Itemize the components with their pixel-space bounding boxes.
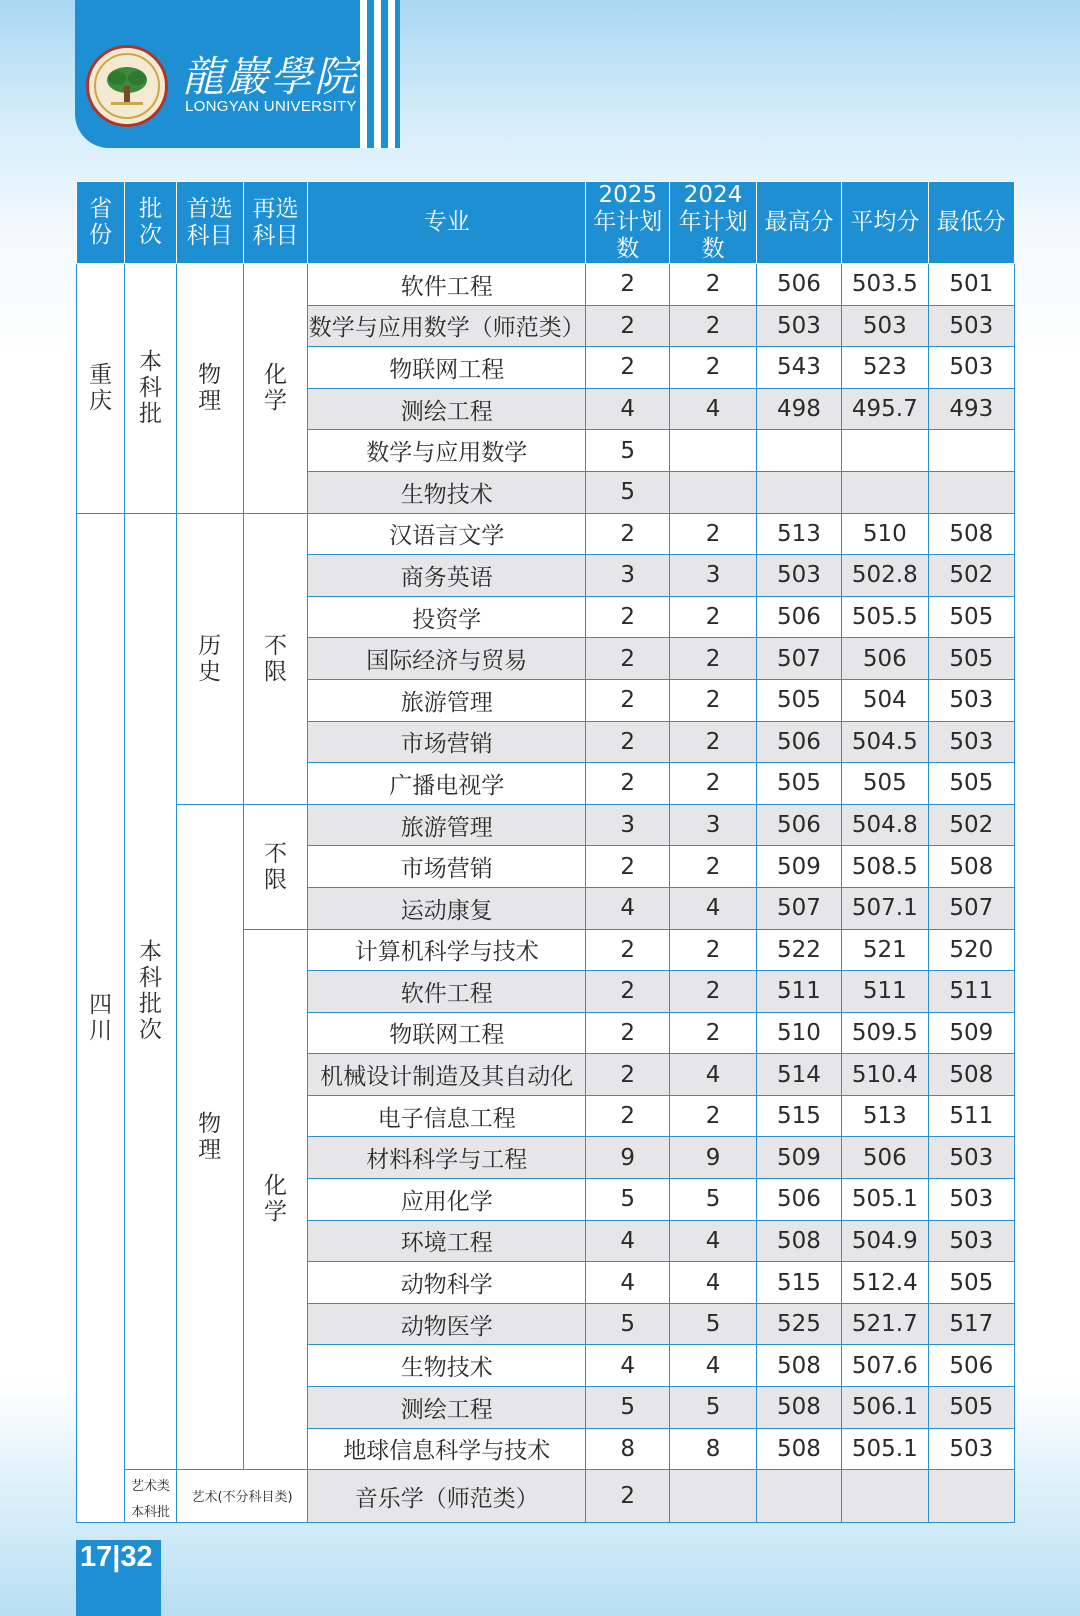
col-plan-2024: 2024年计划数 [670, 182, 756, 264]
plan-2024-cell: 4 [670, 388, 756, 430]
plan-2025-cell: 2 [586, 513, 670, 555]
plan-2025-cell: 5 [586, 430, 670, 472]
plan-2025-cell: 2 [586, 929, 670, 971]
min-score-cell [928, 471, 1014, 513]
group-cell-batch-cq: 本科批 [125, 264, 176, 514]
plan-2024-cell: 2 [670, 929, 756, 971]
min-score-cell: 508 [928, 513, 1014, 555]
major-cell: 环境工程 [308, 1220, 586, 1262]
plan-2024-cell: 4 [670, 1054, 756, 1096]
major-cell: 汉语言文学 [308, 513, 586, 555]
min-score-cell: 505 [928, 1387, 1014, 1429]
major-cell: 地球信息科学与技术 [308, 1428, 586, 1470]
plan-2024-cell: 2 [670, 846, 756, 888]
min-score-cell: 505 [928, 638, 1014, 680]
min-score-cell: 508 [928, 1054, 1014, 1096]
min-score-cell: 505 [928, 1262, 1014, 1304]
max-score-cell: 498 [756, 388, 841, 430]
plan-2025-cell: 2 [586, 679, 670, 721]
max-score-cell: 514 [756, 1054, 841, 1096]
major-cell: 投资学 [308, 596, 586, 638]
plan-2024-cell: 2 [670, 721, 756, 763]
plan-2025-cell: 5 [586, 471, 670, 513]
page-number: 17|32 [80, 1541, 153, 1573]
major-cell: 材料科学与工程 [308, 1137, 586, 1179]
max-score-cell: 515 [756, 1262, 841, 1304]
max-score-cell: 503 [756, 555, 841, 597]
table-header-row [77, 182, 1015, 264]
max-score-cell: 508 [756, 1428, 841, 1470]
avg-score-cell: 504.9 [842, 1220, 928, 1262]
min-score-cell: 511 [928, 1095, 1014, 1137]
table-row [77, 513, 1015, 555]
max-score-cell: 505 [756, 679, 841, 721]
major-cell: 运动康复 [308, 887, 586, 929]
plan-2024-cell: 2 [670, 347, 756, 389]
major-cell: 动物医学 [308, 1303, 586, 1345]
max-score-cell: 515 [756, 1095, 841, 1137]
min-score-cell: 502 [928, 804, 1014, 846]
plan-2024-cell: 9 [670, 1137, 756, 1179]
col-province: 省份 [77, 182, 125, 264]
major-cell: 测绘工程 [308, 1387, 586, 1429]
plan-2024-cell: 2 [670, 305, 756, 347]
avg-score-cell: 495.7 [842, 388, 928, 430]
avg-score-cell: 505.5 [842, 596, 928, 638]
plan-2025-cell: 4 [586, 1345, 670, 1387]
group-cell-batch-art: 艺术类本科批 [125, 1470, 176, 1523]
plan-2025-cell: 2 [586, 638, 670, 680]
max-score-cell: 506 [756, 804, 841, 846]
major-cell: 生物技术 [308, 471, 586, 513]
min-score-cell: 506 [928, 1345, 1014, 1387]
table-body [77, 264, 1015, 1523]
min-score-cell: 503 [928, 1179, 1014, 1221]
avg-score-cell: 510 [842, 513, 928, 555]
col-second-subject: 再选科目 [243, 182, 308, 264]
min-score-cell: 503 [928, 679, 1014, 721]
group-cell-first-sc-hist: 历史 [176, 513, 243, 804]
major-cell: 计算机科学与技术 [308, 929, 586, 971]
university-name: 龍巖學院 [182, 52, 359, 101]
max-score-cell: 506 [756, 1179, 841, 1221]
group-cell-second-sc-hist: 不限 [243, 513, 308, 804]
col-max-score: 最高分 [756, 182, 841, 264]
group-cell-first-sc-phys: 物理 [176, 804, 243, 1470]
max-score-cell: 513 [756, 513, 841, 555]
avg-score-cell: 503 [842, 305, 928, 347]
avg-score-cell: 506 [842, 638, 928, 680]
col-first-subject: 首选科目 [176, 182, 243, 264]
min-score-cell [928, 430, 1014, 472]
university-logo-icon [86, 45, 168, 127]
col-min-score: 最低分 [928, 182, 1014, 264]
min-score-cell: 503 [928, 305, 1014, 347]
table-row [77, 1470, 1015, 1523]
major-cell: 数学与应用数学 [308, 430, 586, 472]
avg-score-cell: 508.5 [842, 846, 928, 888]
max-score-cell: 543 [756, 347, 841, 389]
avg-score-cell: 513 [842, 1095, 928, 1137]
min-score-cell: 503 [928, 721, 1014, 763]
max-score-cell: 509 [756, 1137, 841, 1179]
plan-2025-cell: 2 [586, 1095, 670, 1137]
plan-2024-cell: 2 [670, 264, 756, 306]
plan-2024-cell: 3 [670, 804, 756, 846]
plan-2024-cell: 4 [670, 1220, 756, 1262]
plan-2025-cell: 9 [586, 1137, 670, 1179]
group-cell-batch-sc: 本科批次 [125, 513, 176, 1470]
max-score-cell: 525 [756, 1303, 841, 1345]
plan-2024-cell: 5 [670, 1303, 756, 1345]
major-cell: 旅游管理 [308, 679, 586, 721]
avg-score-cell: 510.4 [842, 1054, 928, 1096]
avg-score-cell: 512.4 [842, 1262, 928, 1304]
plan-2024-cell: 2 [670, 596, 756, 638]
min-score-cell: 503 [928, 347, 1014, 389]
avg-score-cell: 505.1 [842, 1179, 928, 1221]
major-cell: 动物科学 [308, 1262, 586, 1304]
min-score-cell: 502 [928, 555, 1014, 597]
major-cell: 市场营销 [308, 846, 586, 888]
plan-2024-cell: 8 [670, 1428, 756, 1470]
major-cell: 商务英语 [308, 555, 586, 597]
max-score-cell [756, 1470, 841, 1523]
major-cell: 物联网工程 [308, 1012, 586, 1054]
major-cell: 软件工程 [308, 264, 586, 306]
min-score-cell: 511 [928, 971, 1014, 1013]
plan-2024-cell: 5 [670, 1387, 756, 1429]
avg-score-cell: 521 [842, 929, 928, 971]
min-score-cell: 501 [928, 264, 1014, 306]
table-row [77, 804, 1015, 846]
avg-score-cell: 505.1 [842, 1428, 928, 1470]
plan-2025-cell: 2 [586, 763, 670, 805]
plan-2024-cell: 4 [670, 1262, 756, 1304]
max-score-cell: 507 [756, 638, 841, 680]
max-score-cell: 508 [756, 1345, 841, 1387]
major-cell: 广播电视学 [308, 763, 586, 805]
avg-score-cell: 523 [842, 347, 928, 389]
max-score-cell: 522 [756, 929, 841, 971]
avg-score-cell: 506 [842, 1137, 928, 1179]
avg-score-cell: 504.5 [842, 721, 928, 763]
plan-2025-cell: 8 [586, 1428, 670, 1470]
plan-2025-cell: 3 [586, 555, 670, 597]
major-cell: 国际经济与贸易 [308, 638, 586, 680]
max-score-cell: 505 [756, 763, 841, 805]
group-cell-first-cq: 物理 [176, 264, 243, 514]
plan-2024-cell: 2 [670, 971, 756, 1013]
max-score-cell: 506 [756, 596, 841, 638]
admission-table [76, 181, 1015, 1523]
plan-2024-cell: 2 [670, 1095, 756, 1137]
min-score-cell: 503 [928, 1428, 1014, 1470]
plan-2025-cell: 4 [586, 887, 670, 929]
plan-2025-cell: 2 [586, 846, 670, 888]
min-score-cell: 493 [928, 388, 1014, 430]
min-score-cell: 505 [928, 596, 1014, 638]
plan-2024-cell: 2 [670, 638, 756, 680]
plan-2024-cell: 2 [670, 513, 756, 555]
plan-2025-cell: 5 [586, 1303, 670, 1345]
avg-score-cell: 506.1 [842, 1387, 928, 1429]
max-score-cell [756, 471, 841, 513]
avg-score-cell: 521.7 [842, 1303, 928, 1345]
plan-2025-cell: 5 [586, 1387, 670, 1429]
group-cell-province-sc: 四川 [77, 513, 125, 1523]
min-score-cell: 505 [928, 763, 1014, 805]
min-score-cell: 507 [928, 887, 1014, 929]
avg-score-cell: 504.8 [842, 804, 928, 846]
major-cell: 电子信息工程 [308, 1095, 586, 1137]
avg-score-cell: 507.6 [842, 1345, 928, 1387]
col-major: 专业 [308, 182, 586, 264]
major-cell: 数学与应用数学（师范类） [308, 305, 586, 347]
avg-score-cell: 505 [842, 763, 928, 805]
avg-score-cell: 511 [842, 971, 928, 1013]
avg-score-cell [842, 1470, 928, 1523]
avg-score-cell: 504 [842, 679, 928, 721]
avg-score-cell: 509.5 [842, 1012, 928, 1054]
avg-score-cell [842, 430, 928, 472]
major-cell: 旅游管理 [308, 804, 586, 846]
avg-score-cell: 503.5 [842, 264, 928, 306]
major-cell: 音乐学（师范类） [308, 1470, 586, 1523]
major-cell: 测绘工程 [308, 388, 586, 430]
plan-2024-cell: 3 [670, 555, 756, 597]
min-score-cell: 517 [928, 1303, 1014, 1345]
max-score-cell: 509 [756, 846, 841, 888]
major-cell: 机械设计制造及其自动化 [308, 1054, 586, 1096]
avg-score-cell [842, 471, 928, 513]
plan-2025-cell: 2 [586, 596, 670, 638]
min-score-cell: 508 [928, 846, 1014, 888]
group-cell-second-cq: 化学 [243, 264, 308, 514]
plan-2025-cell: 5 [586, 1179, 670, 1221]
max-score-cell: 506 [756, 264, 841, 306]
plan-2025-cell: 2 [586, 305, 670, 347]
plan-2024-cell: 2 [670, 763, 756, 805]
header-stripes [360, 0, 400, 148]
major-cell: 软件工程 [308, 971, 586, 1013]
plan-2025-cell: 2 [586, 971, 670, 1013]
group-cell-second-sc-phys-a: 不限 [243, 804, 308, 929]
max-score-cell: 510 [756, 1012, 841, 1054]
col-batch: 批次 [125, 182, 176, 264]
table-row [77, 264, 1015, 306]
group-cell-first-art: 艺术(不分科目类) [176, 1470, 308, 1523]
plan-2024-cell: 4 [670, 1345, 756, 1387]
plan-2024-cell: 2 [670, 679, 756, 721]
plan-2025-cell: 4 [586, 1262, 670, 1304]
max-score-cell: 508 [756, 1220, 841, 1262]
plan-2025-cell: 2 [586, 347, 670, 389]
max-score-cell: 511 [756, 971, 841, 1013]
plan-2025-cell: 2 [586, 1054, 670, 1096]
plan-2025-cell: 4 [586, 1220, 670, 1262]
min-score-cell: 520 [928, 929, 1014, 971]
plan-2024-cell [670, 471, 756, 513]
plan-2024-cell: 4 [670, 887, 756, 929]
plan-2024-cell: 5 [670, 1179, 756, 1221]
plan-2024-cell [670, 1470, 756, 1523]
min-score-cell: 509 [928, 1012, 1014, 1054]
max-score-cell: 508 [756, 1387, 841, 1429]
min-score-cell [928, 1470, 1014, 1523]
max-score-cell: 507 [756, 887, 841, 929]
plan-2025-cell: 4 [586, 388, 670, 430]
plan-2025-cell: 3 [586, 804, 670, 846]
plan-2025-cell: 2 [586, 721, 670, 763]
plan-2025-cell: 2 [586, 264, 670, 306]
max-score-cell [756, 430, 841, 472]
major-cell: 生物技术 [308, 1345, 586, 1387]
max-score-cell: 506 [756, 721, 841, 763]
major-cell: 物联网工程 [308, 347, 586, 389]
min-score-cell: 503 [928, 1137, 1014, 1179]
plan-2024-cell: 2 [670, 1012, 756, 1054]
plan-2025-cell: 2 [586, 1012, 670, 1054]
group-cell-province-cq: 重庆 [77, 264, 125, 514]
plan-2024-cell [670, 430, 756, 472]
col-plan-2025: 2025年计划数 [586, 182, 670, 264]
max-score-cell: 503 [756, 305, 841, 347]
major-cell: 应用化学 [308, 1179, 586, 1221]
plan-2025-cell: 2 [586, 1470, 670, 1523]
major-cell: 市场营销 [308, 721, 586, 763]
group-cell-second-sc-phys-b: 化学 [243, 929, 308, 1470]
col-avg-score: 平均分 [842, 182, 928, 264]
avg-score-cell: 507.1 [842, 887, 928, 929]
avg-score-cell: 502.8 [842, 555, 928, 597]
university-name-en: LONGYAN UNIVERSITY [185, 98, 357, 115]
min-score-cell: 503 [928, 1220, 1014, 1262]
